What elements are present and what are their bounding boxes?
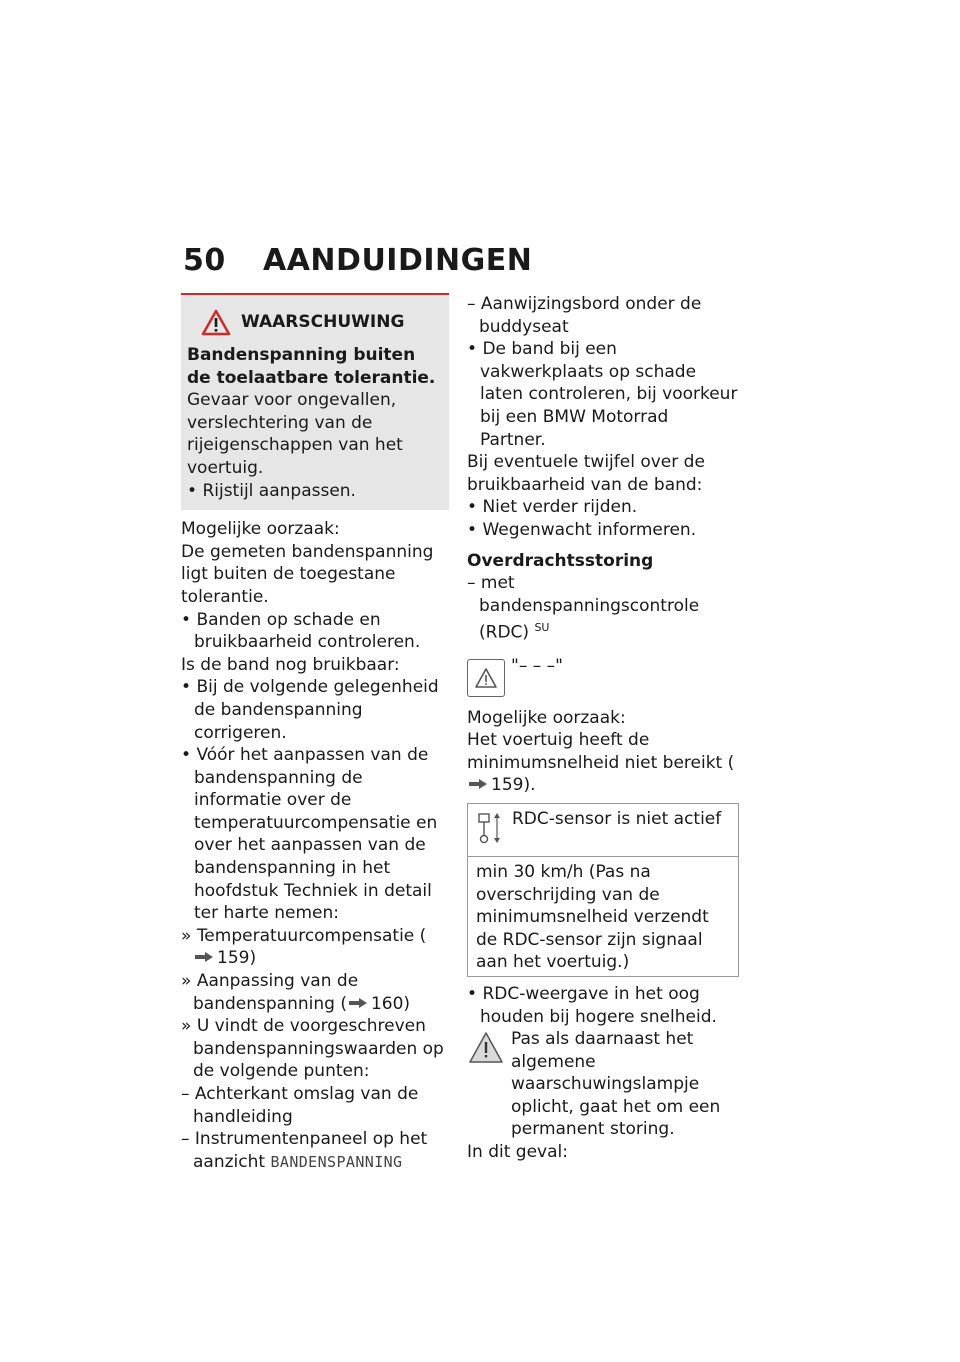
ref-temperature[interactable]: » Temperatuurcompensatie (159) [181, 925, 427, 969]
dash-seat: – Aanwijzingsbord onder de buddyseat [467, 294, 702, 337]
doubt-label: Bij eventuele twijfel over de bruikbaarheid van de band: [467, 452, 705, 495]
bullet-rdc: • RDC-weergave in het oog houden bij hogere snelheid. [467, 983, 717, 1027]
page-ref-arrow-icon [349, 998, 367, 1008]
display-code-row [467, 655, 739, 697]
rdc-label: RDC-sensor is niet actief [512, 808, 722, 829]
bullet-check: • Banden op schade en bruikbaarheid controleren. [181, 609, 421, 653]
dash-cover: – Achterkant omslag van de handleiding [181, 1084, 419, 1127]
chapter-title: AANDUIDINGEN [263, 243, 533, 278]
warning-text: Gevaar voor ongevallen, verslechtering van de rijeigenschappen van het voertuig. [187, 390, 403, 478]
ref-adjustment[interactable]: » Aanpassing van de bandenspanning ( 160) [181, 971, 411, 1014]
section-title: Overdrachtsstoring [467, 550, 654, 571]
display-view-name: BANDENSPANNING [270, 1152, 403, 1171]
warning-heading: Bandenspanning buiten de toelaatbare tolerantie. [187, 345, 436, 388]
page-ref-arrow-icon [195, 952, 213, 962]
warning-bullet: • Rijstijl aanpassen. [187, 480, 356, 501]
page-number: 50 [183, 243, 226, 278]
cause-text: De gemeten bandenspanning ligt buiten de toegestane tolerantie. [181, 541, 434, 607]
warning-box [181, 293, 449, 510]
dash-rdc: – met bandenspanningscontrole (RDC) $^{SU}$ [467, 573, 700, 643]
general-warning-lamp-icon [467, 1030, 505, 1066]
warning-label: WAARSCHUWING [241, 312, 405, 333]
lamp-note [467, 1028, 739, 1141]
rdc-info-table [467, 803, 739, 977]
cause-label-2: Mogelijke oorzaak: [467, 707, 626, 728]
usable-label: Is de band nog bruikbaar: [181, 654, 400, 675]
bullet-noride: • Niet verder rijden. [467, 497, 638, 518]
rdc-body: min 30 km/h (Pas na overschrijding van de minimumsnelheid verzendt de RDC-sensor zijn signaal aan het voertuig.) [476, 861, 709, 973]
cause-label: Mogelijke oorzaak: [181, 519, 340, 540]
page-header [183, 243, 532, 278]
bullet-roadside: • Wegenwacht informeren. [467, 519, 697, 540]
bullet-workshop: • De band bij een vakwerkplaats op schade laten controleren, bij voorkeur bij een BMW Motorrad Partner. [467, 339, 738, 450]
warning-symbol-icon [467, 659, 505, 697]
page-ref-arrow-icon [469, 779, 487, 789]
in-this-case: In dit geval: [467, 1142, 568, 1163]
rdc-sensor-icon [473, 808, 503, 848]
lamp-text: Pas als daarnaast het algemene waarschuwingslampje oplicht, gaat het om een permanent storing. [511, 1029, 721, 1140]
display-code: "– – –" [511, 655, 563, 676]
dash-instrument: – Instrumentenpaneel op het aanzicht BANDENSPANNING [181, 1129, 428, 1172]
bullet-adjust: • Bij de volgende gelegenheid de bandenspanning corrigeren. [181, 677, 439, 743]
ref-values: » U vindt de voorgeschreven bandenspanningswaarden op de volgende punten: [181, 1016, 444, 1082]
bullet-before: • Vóór het aanpassen van de bandenspanning de informatie over de temperatuurcompensatie en over het aanpassen van de bandenspanning in het hoofdstuk Techniek in detail ter harte nemen: [181, 745, 438, 924]
right-column [467, 293, 739, 1164]
cause-text-2[interactable]: Het voertuig heeft de minimumsnelheid niet bereikt (159). [467, 730, 735, 796]
left-column [181, 293, 449, 1173]
warning-triangle-icon [201, 309, 231, 336]
